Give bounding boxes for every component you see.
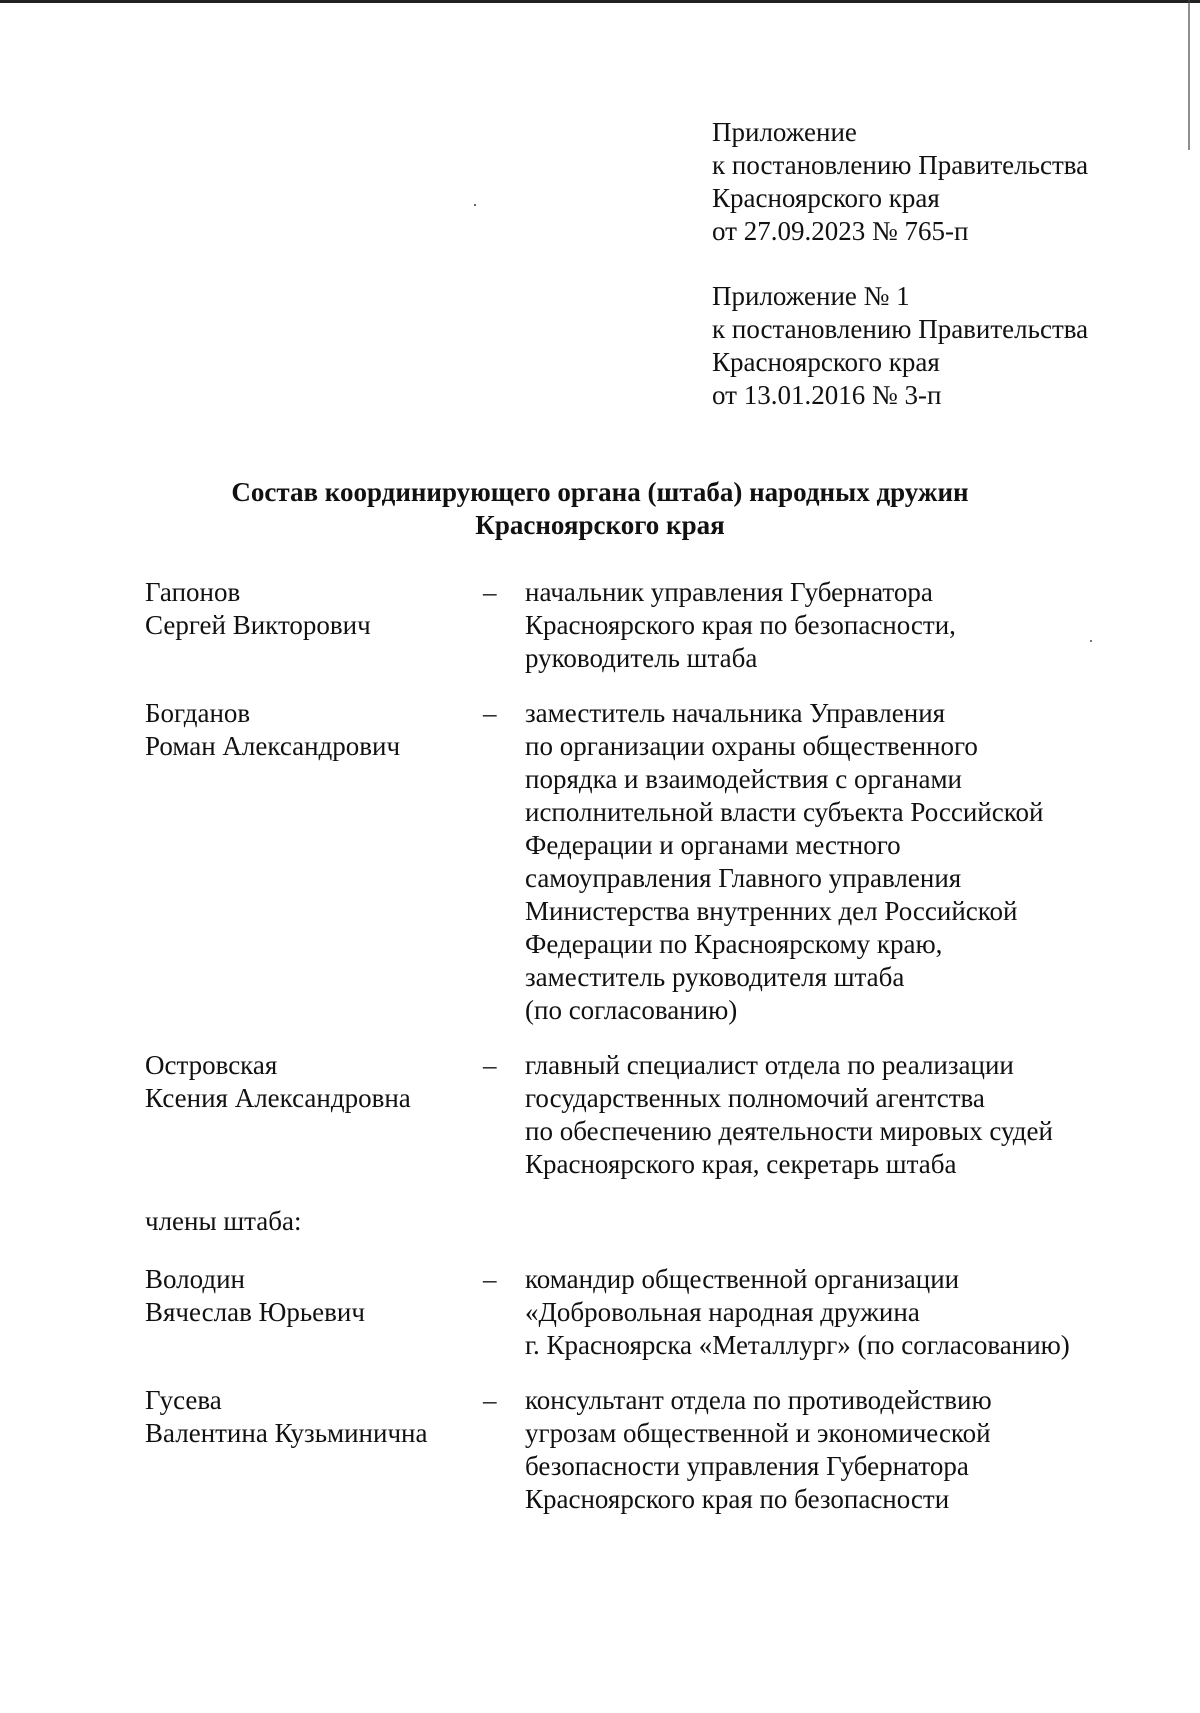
position-line: безопасности управления Губернатора <box>525 1451 969 1481</box>
surname: Гусева <box>145 1385 222 1415</box>
position-line: Красноярского края, секретарь штаба <box>525 1149 957 1179</box>
given-names: Вячеслав Юрьевич <box>145 1297 365 1327</box>
position-description <box>525 1263 1070 1362</box>
position-line: консультант отдела по противодействию <box>525 1385 992 1415</box>
person-name <box>145 697 400 763</box>
annex-line: Красноярского края <box>712 347 940 377</box>
position-line: главный специалист отдела по реализации <box>525 1050 1014 1080</box>
position-line: заместитель начальника Управления <box>525 698 946 728</box>
surname: Володин <box>145 1264 245 1294</box>
position-line: заместитель руководителя штаба <box>525 962 905 992</box>
surname: Гапонов <box>145 577 241 607</box>
position-line: Федерации по Красноярскому краю, <box>525 929 943 959</box>
position-line: по организации охраны общественного <box>525 731 978 761</box>
members-section-label: члены штаба: <box>145 1206 302 1236</box>
scan-top-edge <box>0 0 1200 3</box>
position-line: Красноярского края по безопасности <box>525 1484 950 1514</box>
annex-line: Приложение <box>712 117 857 147</box>
position-description <box>525 576 956 675</box>
position-line: угрозам общественной и экономической <box>525 1418 991 1448</box>
position-description <box>525 1384 992 1516</box>
position-line: начальник управления Губернатора <box>525 577 933 607</box>
annex-line: к постановлению Правительства <box>712 314 1089 344</box>
title-line-1: Состав координирующего органа (штаба) народных дружин <box>231 477 969 507</box>
annex-line: от 13.01.2016 № 3-п <box>712 380 942 410</box>
surname: Богданов <box>145 698 251 728</box>
position-line: по обеспечению деятельности мировых судей <box>525 1116 1053 1146</box>
position-description <box>525 697 1043 1027</box>
position-line: командир общественной организации <box>525 1264 960 1294</box>
given-names: Ксения Александровна <box>145 1083 411 1113</box>
position-line: руководитель штаба <box>525 643 758 673</box>
annex-line: Красноярского края <box>712 183 940 213</box>
annex-line: от 27.09.2023 № 765-п <box>712 216 969 246</box>
dash-separator: – <box>483 698 497 728</box>
scan-speck <box>1090 640 1092 642</box>
surname: Островская <box>145 1050 278 1080</box>
person-name <box>145 576 371 642</box>
title-line-2: Красноярского края <box>475 510 725 540</box>
position-line: «Добровольная народная дружина <box>525 1297 920 1327</box>
position-line: (по согласованию) <box>525 995 738 1025</box>
scan-right-edge <box>1188 0 1190 150</box>
scan-speck <box>474 204 476 206</box>
given-names: Валентина Кузьминична <box>145 1418 428 1448</box>
dash-separator: – <box>483 1385 497 1415</box>
given-names: Сергей Викторович <box>145 610 371 640</box>
position-line: Федерации и органами местного <box>525 830 901 860</box>
annex-line: Приложение № 1 <box>712 281 910 311</box>
annex-line: к постановлению Правительства <box>712 150 1089 180</box>
document-title <box>0 476 1200 542</box>
dash-separator: – <box>483 577 497 607</box>
position-line: порядка и взаимодействия с органами <box>525 764 962 794</box>
position-line: исполнительной власти субъекта Российской <box>525 797 1044 827</box>
annex-original-block <box>712 280 1088 412</box>
dash-separator: – <box>483 1050 497 1080</box>
position-line: самоуправления Главного управления <box>525 863 962 893</box>
position-line: Министерства внутренних дел Российской <box>525 896 1018 926</box>
dash-separator: – <box>483 1264 497 1294</box>
person-name <box>145 1049 411 1115</box>
position-line: государственных полномочий агентства <box>525 1083 985 1113</box>
position-description <box>525 1049 1053 1181</box>
position-line: Красноярского края по безопасности, <box>525 610 956 640</box>
person-name <box>145 1263 365 1329</box>
position-line: г. Красноярска «Металлург» (по согласованию) <box>525 1330 1070 1360</box>
person-name <box>145 1384 427 1450</box>
annex-current-block <box>712 116 1088 248</box>
given-names: Роман Александрович <box>145 731 401 761</box>
